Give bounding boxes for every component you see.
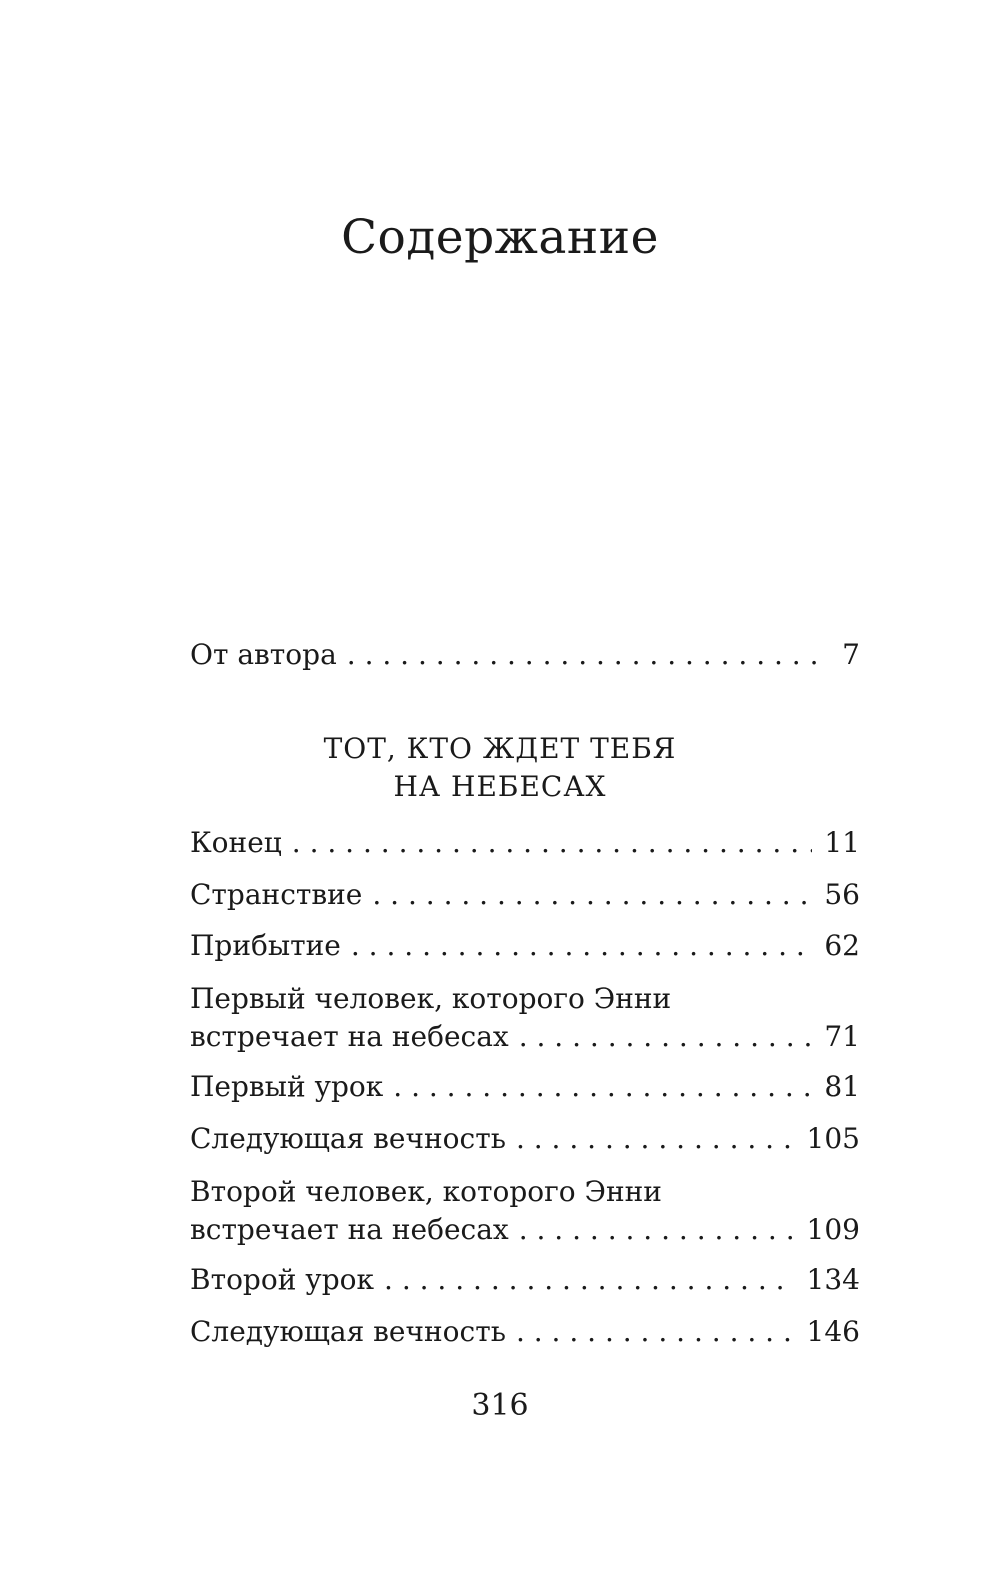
toc-entry-page: 81 [824,1070,860,1103]
toc-entry-label: Следующая вечность [190,1122,506,1155]
toc-entry-page: 62 [824,929,860,962]
toc-entry[interactable] [190,1313,860,1351]
toc-entry-label: Следующая вечность [190,1315,506,1348]
toc-entry-page: 134 [806,1263,860,1296]
toc-entry-page: 109 [806,1213,860,1246]
toc-entry[interactable] [190,927,860,965]
section-heading-line2: НА НЕБЕСАХ [393,770,607,803]
toc-entry[interactable] [190,980,860,1056]
toc-entry[interactable] [190,1261,860,1299]
toc-entry-label-continued: встречает на небесах [190,1020,509,1053]
section-heading-line1: ТОТ, КТО ЖДЕТ ТЕБЯ [323,732,677,765]
toc-entry[interactable] [190,1120,860,1158]
dot-leader [347,636,818,674]
page-title: Содержание [341,210,659,265]
toc-entry-page: 11 [824,826,860,859]
page-number: 316 [471,1388,529,1423]
toc-entry-label: Второй человек, которого Энни [190,1175,662,1208]
dot-leader [516,1313,795,1351]
dot-leader [292,824,813,862]
toc-entry-page: 105 [806,1122,860,1155]
toc-entry[interactable] [190,1173,860,1249]
dot-leader [384,1261,795,1299]
toc-entry-label: Странствие [190,878,363,911]
toc-entry-label: Конец [190,826,282,859]
dot-leader [393,1068,812,1106]
toc-entry-page: 71 [824,1020,860,1053]
toc-entry-label: Прибытие [190,929,341,962]
toc-entry[interactable] [190,876,860,914]
dot-leader [516,1120,795,1158]
dot-leader [519,1211,795,1249]
dot-leader [351,927,812,965]
toc-entry-label: От автора [190,638,337,671]
toc-entry-label: Первый человек, которого Энни [190,982,672,1015]
toc-entry-page: 56 [824,878,860,911]
dot-leader [372,876,812,914]
dot-leader [519,1018,813,1056]
toc-entry-page: 146 [806,1315,860,1348]
toc-entry-label: Первый урок [190,1070,384,1103]
toc-entry-label: Второй урок [190,1263,375,1296]
toc-entry-preface[interactable] [190,636,860,674]
toc-entry[interactable] [190,824,860,862]
toc-entry-page: 7 [842,638,860,671]
toc-entry[interactable] [190,1068,860,1106]
toc-entry-label-continued: встречает на небесах [190,1213,509,1246]
